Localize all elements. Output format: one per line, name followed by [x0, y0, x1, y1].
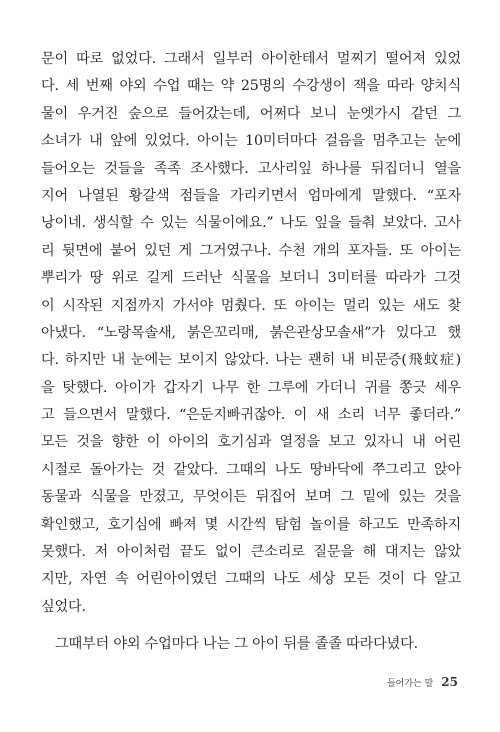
paragraph-gap — [41, 621, 461, 631]
text-line: 동물과 식물을 만졌고, 무엇이든 뒤집어 보며 그 밑에 있는 것을 — [41, 489, 461, 506]
text-line: 다. 하지만 내 눈에는 보이지 않았다. 나는 괜히 내 비문증(飛蚊症) — [41, 352, 461, 369]
text-line: 물이 우거진 숲으로 들어갔는데, 어쩌다 보니 눈엣가시 같던 그 — [41, 105, 461, 122]
text-line: 리 뒷면에 붙어 있던 게 그거였구나. 수천 개의 포자들. 또 아이는 — [41, 242, 461, 259]
page-number: 25 — [441, 675, 458, 689]
text-line: 다. 세 번째 야외 수업 때는 약 25명의 수강생이 잭을 따라 양치식 — [41, 78, 461, 95]
text-line: 고 들으면서 말했다. “은둔지빠귀잖아. 이 새 소리 너무 좋더라.” — [41, 407, 461, 424]
text-line: 지만, 자연 속 어린아이였던 그때의 나도 세상 모든 것이 다 알고 — [41, 571, 461, 588]
text-line: 문이 따로 없었다. 그래서 일부러 아이한테서 멀찌기 떨어져 있었 — [41, 51, 461, 67]
final-paragraph: 그때부터 야외 수업마다 나는 그 아이 뒤를 졸졸 따라다녔다. — [55, 636, 418, 653]
text-line: 낭이네. 생식할 수 있는 식물이에요.” 나도 잎을 들춰 보았다. 고사 — [41, 215, 461, 232]
body-text — [41, 46, 461, 659]
text-line: 모든 것을 향한 이 아이의 호기심과 열정을 보고 있자니 내 어린 — [41, 434, 461, 451]
text-line: 싶었다. — [41, 598, 86, 615]
page-footer — [387, 675, 458, 689]
text-line: 아냈다. “노랑목솔새, 붉은꼬리매, 붉은관상모솔새”가 있다고 했 — [41, 324, 461, 341]
text-line: 확인했고, 호기심에 빠져 몇 시간씩 탐험 놀이를 하고도 만족하지 — [41, 516, 461, 533]
text-line: 을 탓했다. 아이가 갑자기 나무 한 그루에 가더니 귀를 쫑긋 세우 — [41, 379, 461, 396]
text-line: 들어오는 것들을 족족 조사했다. 고사리잎 하나를 뒤집더니 열을 — [41, 160, 461, 177]
text-line: 뿌리가 땅 위로 길게 드러난 식물을 보더니 3미터를 따라가 그것 — [41, 270, 461, 287]
text-line: 시절로 돌아가는 것 같았다. 그때의 나도 땅바닥에 쭈그리고 앉아 — [41, 461, 461, 478]
text-line: 이 시작된 지점까지 가서야 멈췄다. 또 아이는 멀리 있는 새도 찾 — [41, 297, 461, 314]
text-line: 못했다. 저 아이처럼 끝도 없이 큰소리로 질문을 해 대지는 않았 — [41, 544, 461, 561]
text-line: 지어 나열된 황갈색 점들을 가리키면서 엄마에게 말했다. “포자 — [41, 187, 461, 204]
text-line: 소녀가 내 앞에 있었다. 아이는 10미터마다 걸음을 멈추고는 눈에 — [41, 133, 461, 150]
running-title: 들어가는 말 — [386, 679, 434, 689]
